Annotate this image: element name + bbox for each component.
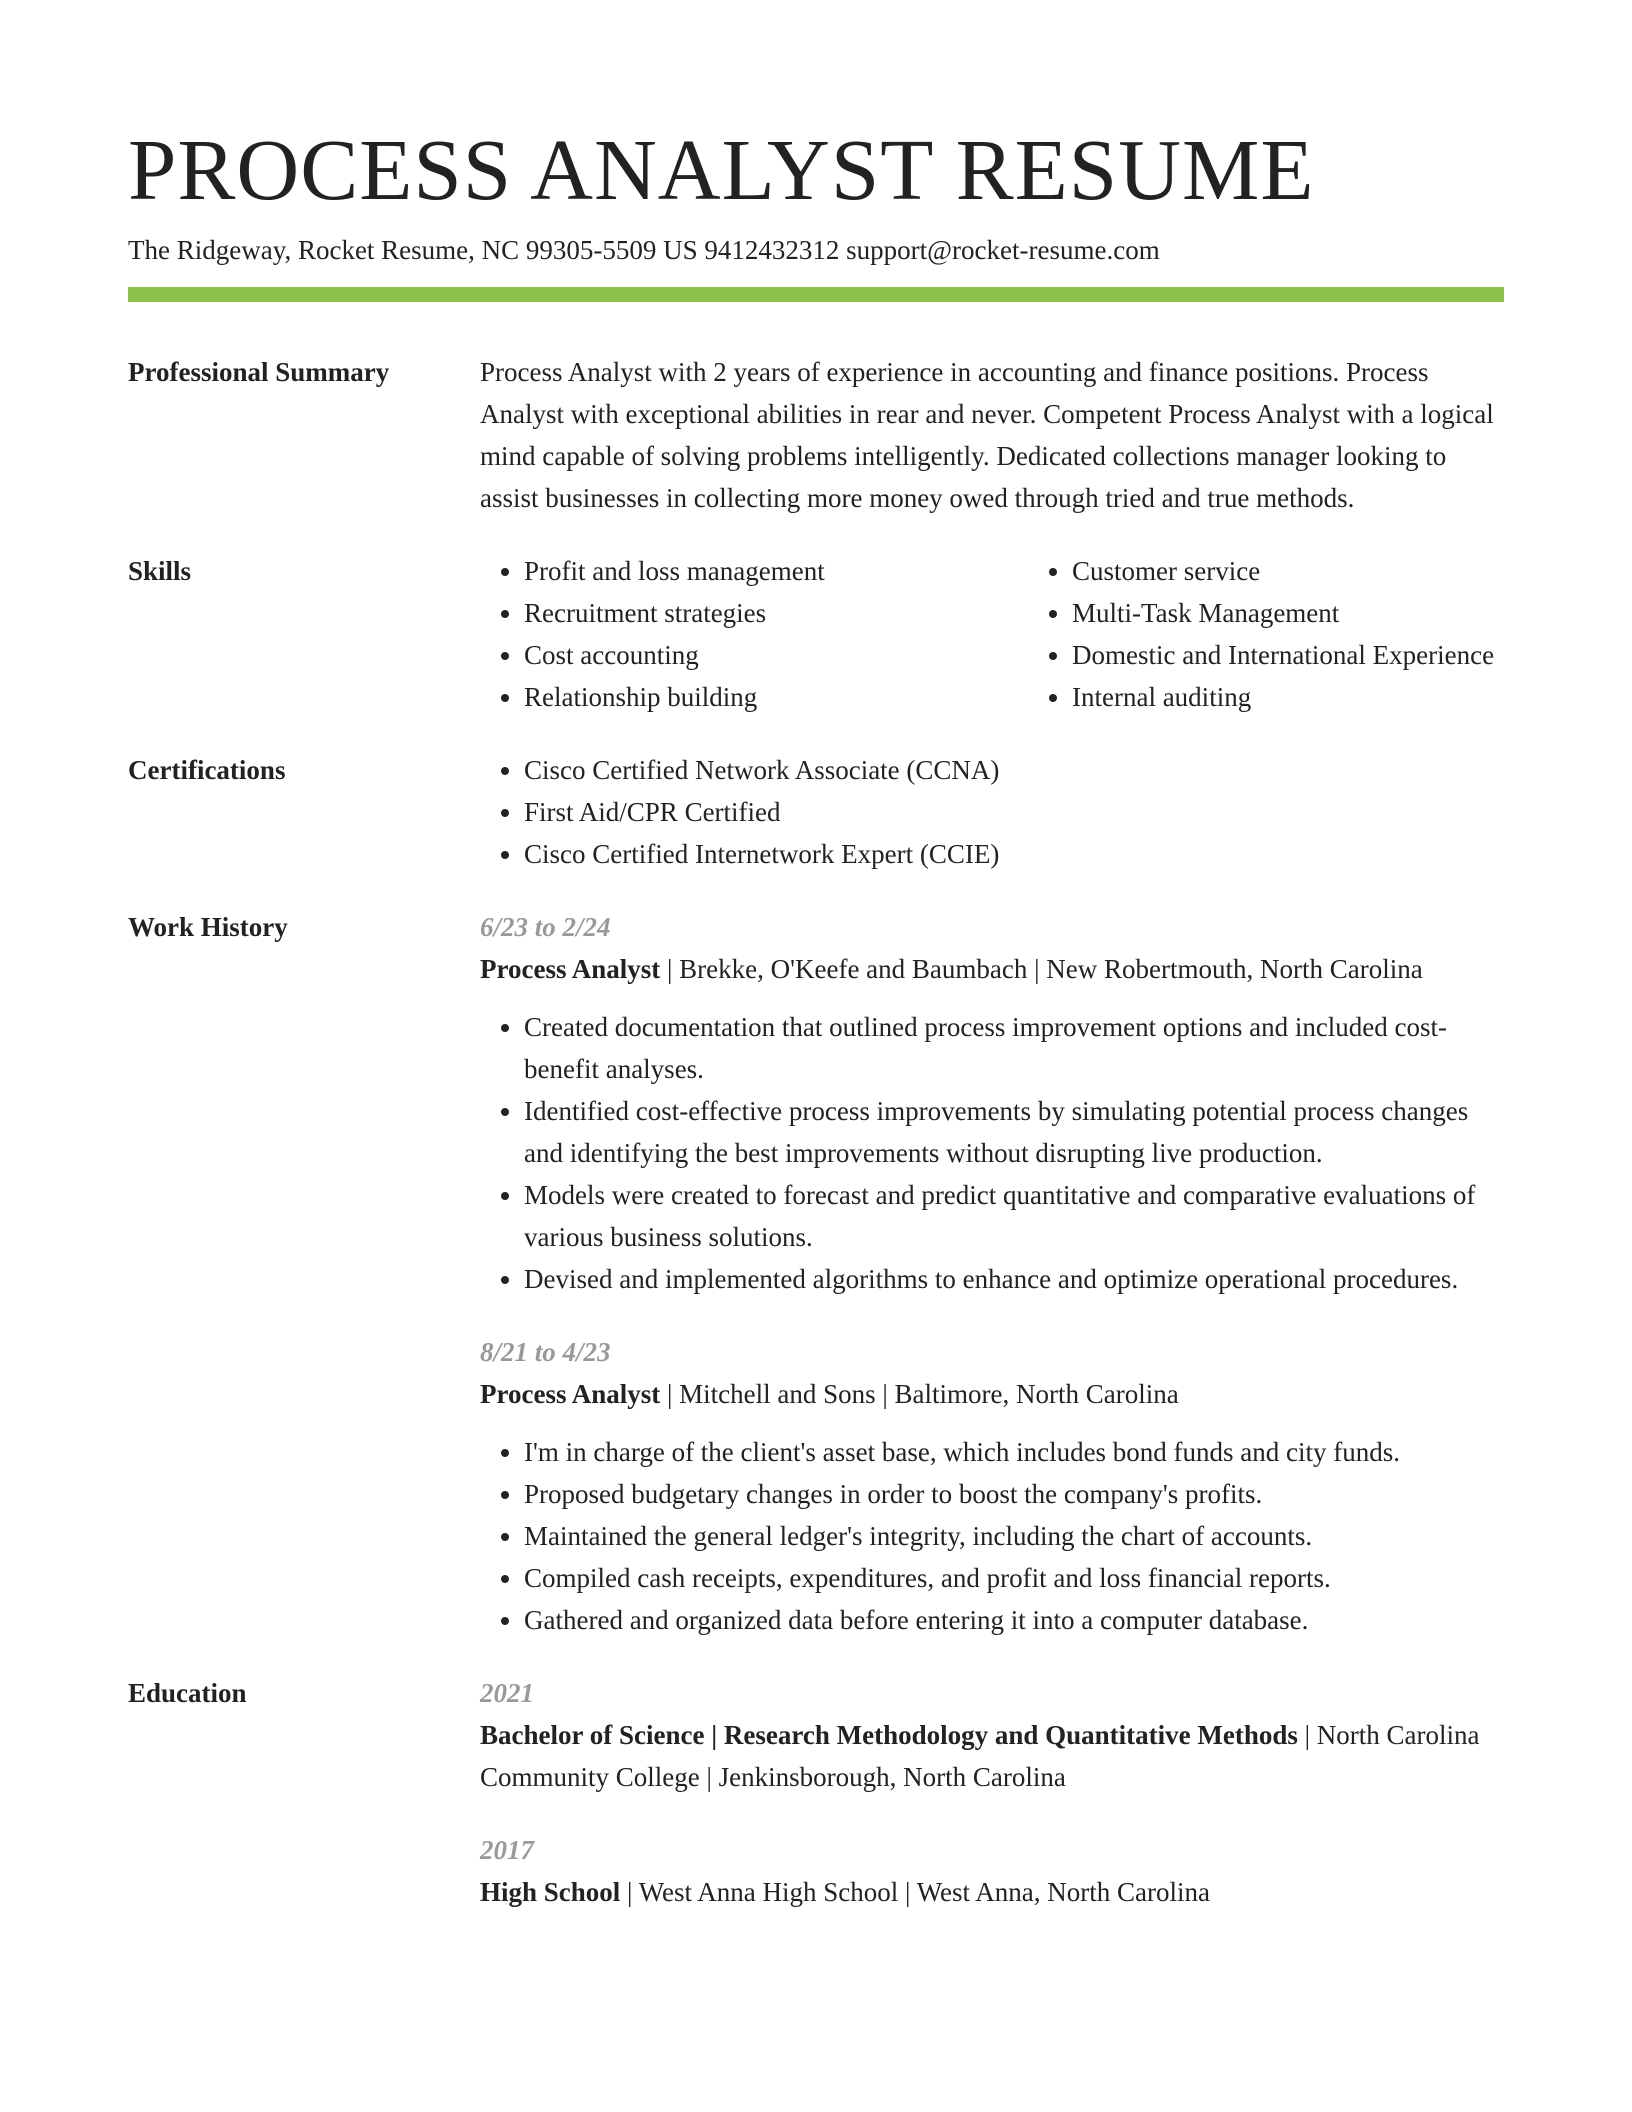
summary-text: Process Analyst with 2 years of experience in accounting and finance positions. Process Analyst with exceptional abilities in rear and never. Competent Process Analyst with a logical mind capable of solving problems intelligently. Dedicated collections manager looking to assist businesses in collecting more money owed through tried and true methods. bbox=[480, 357, 1494, 513]
skill-item: • Multi-Task Management bbox=[1072, 592, 1494, 634]
work-history-label: Work History bbox=[128, 912, 288, 942]
job-details: | Mitchell and Sons | Baltimore, North Carolina bbox=[660, 1379, 1179, 1409]
education-entry bbox=[480, 1829, 1504, 1913]
certification-item: • Cisco Certified Internetwork Expert (CCIE) bbox=[524, 833, 1504, 875]
education-heading bbox=[480, 1871, 1504, 1913]
job-bullet: • Proposed budgetary changes in order to boost the company's profits. bbox=[524, 1473, 1504, 1515]
education-degree: Bachelor of Science | Research Methodology and Quantitative Methods bbox=[480, 1720, 1298, 1750]
job-bullet: • Compiled cash receipts, expenditures, and profit and loss financial reports. bbox=[524, 1557, 1504, 1599]
education-year: 2017 bbox=[480, 1835, 534, 1865]
work-history-body bbox=[480, 906, 1504, 1641]
skill-item: • Relationship building bbox=[524, 676, 1028, 718]
job-title: Process Analyst bbox=[480, 954, 661, 984]
job-bullet: • Gathered and organized data before entering it into a computer database. bbox=[524, 1599, 1504, 1641]
job-dates: 6/23 to 2/24 bbox=[480, 912, 611, 942]
job-bullet: • Created documentation that outlined process improvement options and included cost-benefit analyses. bbox=[524, 1006, 1504, 1090]
certification-item: • First Aid/CPR Certified bbox=[524, 791, 1504, 833]
summary-label: Professional Summary bbox=[128, 357, 390, 387]
job-bullet: • Identified cost-effective process improvements by simulating potential process changes and identifying the best improvements without disrupting live production. bbox=[524, 1090, 1504, 1174]
skill-item: • Internal auditing bbox=[1072, 676, 1494, 718]
skill-item: • Recruitment strategies bbox=[524, 592, 1028, 634]
education-body bbox=[480, 1672, 1504, 1913]
page-title: PROCESS ANALYST RESUME bbox=[128, 121, 1315, 218]
job-heading bbox=[480, 1373, 1504, 1415]
skills-grid bbox=[480, 550, 1504, 718]
job-details: | Brekke, O'Keefe and Baumbach | New Robertmouth, North Carolina bbox=[660, 954, 1423, 984]
skill-item: • Domestic and International Experience bbox=[1072, 634, 1494, 676]
job-bullet: • I'm in charge of the client's asset base, which includes bond funds and city funds. bbox=[524, 1431, 1504, 1473]
contact-line: The Ridgeway, Rocket Resume, NC 99305-5509 US 9412432312 support@rocket-resume.com bbox=[128, 235, 1160, 265]
resume-page bbox=[128, 120, 1504, 1913]
job-heading bbox=[480, 948, 1504, 990]
certification-item: • Cisco Certified Network Associate (CCNA) bbox=[524, 749, 1504, 791]
work-history-section bbox=[128, 906, 1504, 1641]
certifications-section bbox=[128, 749, 1504, 875]
job-title: Process Analyst bbox=[480, 1379, 661, 1409]
education-degree: High School bbox=[480, 1877, 621, 1907]
accent-divider bbox=[128, 287, 1504, 302]
job-bullets bbox=[480, 1431, 1504, 1641]
education-heading bbox=[480, 1714, 1504, 1798]
certifications-body bbox=[480, 749, 1504, 875]
skill-item: • Customer service bbox=[1072, 550, 1494, 592]
skill-item: • Cost accounting bbox=[524, 634, 1028, 676]
job-bullet: • Devised and implemented algorithms to enhance and optimize operational procedures. bbox=[524, 1258, 1504, 1300]
education-details: | North Carolina Community College | Jenkinsborough, North Carolina bbox=[480, 1720, 1480, 1792]
education-label: Education bbox=[128, 1678, 247, 1708]
skills-section bbox=[128, 550, 1504, 718]
education-details: | West Anna High School | West Anna, North Carolina bbox=[620, 1877, 1210, 1907]
certifications-list bbox=[480, 749, 1504, 875]
education-section bbox=[128, 1672, 1504, 1913]
skills-list-right bbox=[1028, 550, 1494, 718]
job-bullet: • Models were created to forecast and predict quantitative and comparative evaluations of various business solutions. bbox=[524, 1174, 1504, 1258]
skills-label: Skills bbox=[128, 556, 192, 586]
skills-list-left bbox=[480, 550, 1028, 718]
job-entry bbox=[480, 906, 1504, 1300]
summary-section bbox=[128, 351, 1504, 519]
education-entry bbox=[480, 1672, 1504, 1798]
certifications-label: Certifications bbox=[128, 755, 286, 785]
job-bullets bbox=[480, 1006, 1504, 1300]
skill-item: • Profit and loss management bbox=[524, 550, 1028, 592]
job-dates: 8/21 to 4/23 bbox=[480, 1337, 611, 1367]
education-year: 2021 bbox=[480, 1678, 534, 1708]
job-entry bbox=[480, 1331, 1504, 1641]
job-bullet: • Maintained the general ledger's integrity, including the chart of accounts. bbox=[524, 1515, 1504, 1557]
